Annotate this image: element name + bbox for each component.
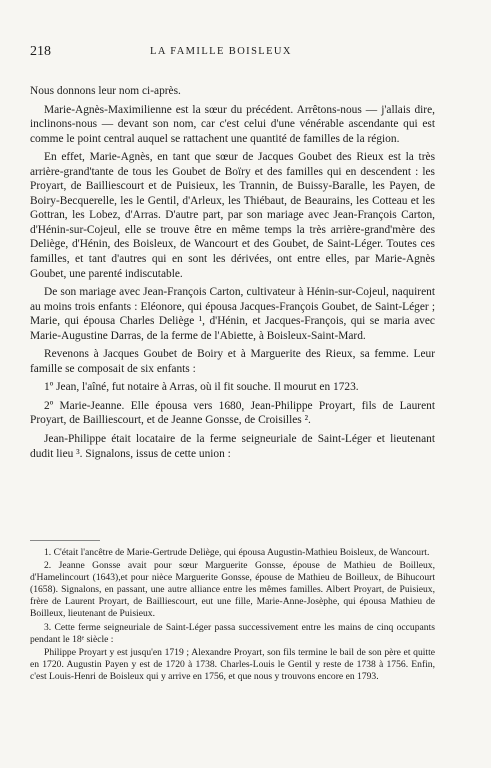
paragraph: 1º Jean, l'aîné, fut notaire à Arras, où il fit souche. Il mourut en 1723. [44, 381, 359, 394]
running-head: LA FAMILLE BOISLEUX [150, 46, 292, 57]
page-header [30, 44, 430, 60]
paragraph: En effet, Marie-Agnès, en tant que sœur de Jacques Goubet des Rieux est la très arrière-grand'tante de tous les Goubet de Boïry et des familles qui en descendent : les Proyart, de Bailliescourt et de Puisieux, les Trannin, de Buissy-Baralle, les Payen, de Boiry-Becquerelle, les le Gentil, d'Arleux, les Thiébaut, de Beaurains, les Cotteau et les Gottran, les Lobez, d'Arras. D'autre part, par son mariage avec Jean-François Carton, d'Hénin-sur-Cojeul, elle se trouve être en même temps la très arrière-grand'mère des Deliège, d'Hénin, des Boisleux, de Wancourt et des Goubet, de Saint-Léger. Toutes ces familles, et tant d'autres qui en sont les dérivées, ont entre elles, par Marie-Agnès Goubet, une parenté indiscutable. [30, 151, 435, 280]
footnote: 2. Jeanne Gonsse avait pour sœur Marguerite Gonsse, épouse de Mathieu de Boilleux, d'Hamelincourt (1643),et pour nièce Marguerite Gonsse, épouse de Mathieu de Boilleux, de Bihucourt (1658). Signalons, en passant, une autre alliance entre les mêmes familles. Albert Proyart, de Puisieux, frère de Laurent Proyart, de Bailliescourt, eut une fille, Marie-Anne-Josèphe, qui épousa Mathieu de Boilleux, lieutenant de Puisieux. [30, 560, 435, 620]
page-number: 218 [30, 44, 51, 59]
paragraph: De son mariage avec Jean-François Carton, cultivateur à Hénin-sur-Cojeul, naquirent au moins trois enfants : Eléonore, qui épousa Jacques-François Goubet, de Saint-Léger ; Marie, qui épousa Charles Deliège ¹, d'Hénin, et Jacques-François, qui se maria avec Marie-Augustine Darras, de la ferme de l'Abiette, à Boisleux-Saint-Mard. [30, 286, 435, 342]
footnote: Philippe Proyart y est jusqu'en 1719 ; Alexandre Proyart, son fils termine le bail de son père et quitte en 1720. Augustin Payen y est de 1720 à 1738. Charles-Louis le Gentil y reste de 1738 à 1756. Enfin, c'est Louis-Henri de Boisleux qui y arrive en 1756, et que nous y trouvons encore en 1793. [30, 646, 435, 682]
paragraph: Revenons à Jacques Goubet de Boiry et à Marguerite des Rieux, sa femme. Leur famille se composait de six enfants : [30, 348, 435, 375]
footnote: 1. C'était l'ancêtre de Marie-Gertrude Deliège, qui épousa Augustin-Mathieu Boisleux, de Wancourt. [44, 547, 430, 558]
paragraph: 2º Marie-Jeanne. Elle épousa vers 1680, Jean-Philippe Proyart, fils de Laurent Proyart, de Bailliescourt, et de Jeanne Gonsse, de Croisilles ². [30, 399, 435, 427]
body-text [30, 84, 435, 465]
footnotes [30, 547, 435, 684]
footnote-rule [30, 540, 100, 541]
paragraph: Jean-Philippe était locataire de la ferme seigneuriale de Saint-Léger et lieutenant dudit lieu ³. Signalons, issus de cette union : [30, 433, 435, 460]
footnote: 3. Cette ferme seigneuriale de Saint-Léger passa successivement entre les mains de cinq occupants pendant le 18ᵉ siècle : [30, 621, 435, 645]
paragraph: Marie-Agnès-Maximilienne est la sœur du précédent. Arrêtons-nous — j'allais dire, inclinons-nous — devant son nom, car c'est celui d'une vénérable ascendante qui est comme le point central auquel se rattachent une quantité de familles de la région. [30, 103, 435, 145]
paragraph: Nous donnons leur nom ci-après. [30, 85, 181, 97]
